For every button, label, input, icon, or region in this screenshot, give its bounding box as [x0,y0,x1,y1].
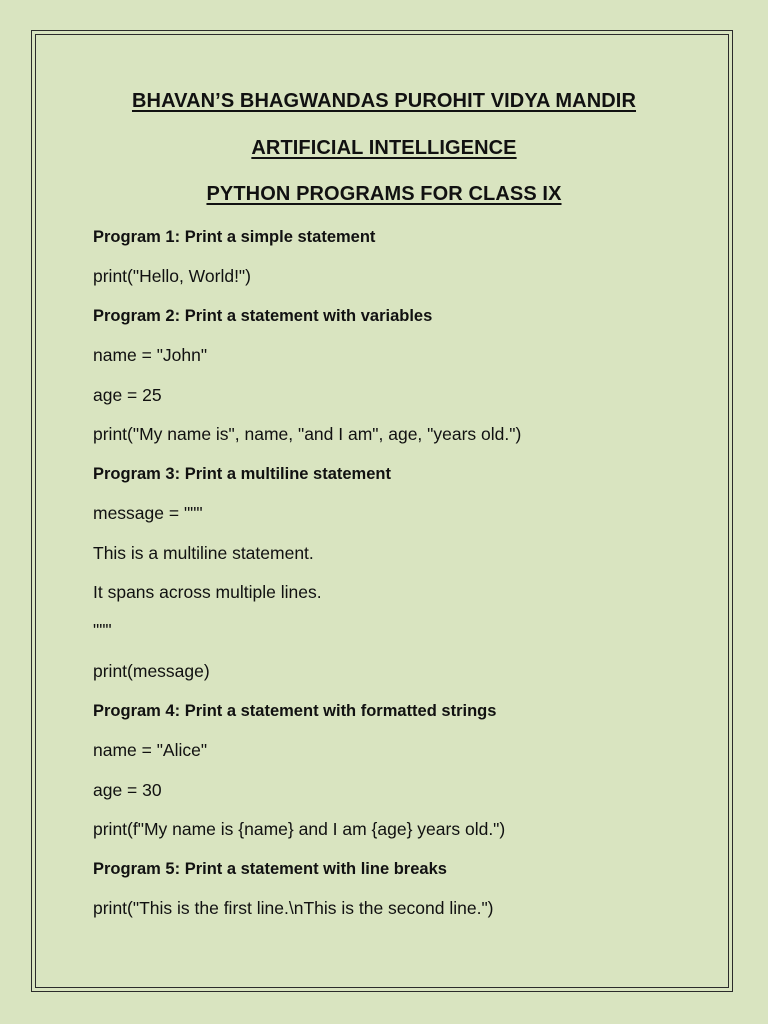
code-line: It spans across multiple lines. [93,582,322,602]
code-line: print("My name is", name, "and I am", age, "years old.") [93,424,522,444]
code-line: print("Hello, World!") [93,266,251,286]
code-line: name = "John" [93,345,208,365]
school-name-heading: BHAVAN’S BHAGWANDAS PUROHIT VIDYA MANDIR [131,90,637,112]
program-3-heading: Program 3: Print a multiline statement [93,465,391,483]
code-line: print(message) [93,661,210,681]
code-line: """ [93,620,112,640]
document-title-heading: PYTHON PROGRAMS FOR CLASS IX [206,183,562,205]
code-line: age = 30 [93,780,162,800]
program-5-heading: Program 5: Print a statement with line breaks [93,860,447,878]
code-line: print("This is the first line.\nThis is the second line.") [93,898,494,918]
code-line: print(f"My name is {name} and I am {age} years old.") [93,819,506,839]
code-line: message = """ [93,503,203,523]
program-4-heading: Program 4: Print a statement with formatted strings [93,702,497,720]
code-line: name = "Alice" [93,740,208,760]
program-1-heading: Program 1: Print a simple statement [93,228,376,246]
subject-heading: ARTIFICIAL INTELLIGENCE [251,137,517,159]
code-line: This is a multiline statement. [93,543,314,563]
program-2-heading: Program 2: Print a statement with variables [93,307,433,325]
code-line: age = 25 [93,385,162,405]
